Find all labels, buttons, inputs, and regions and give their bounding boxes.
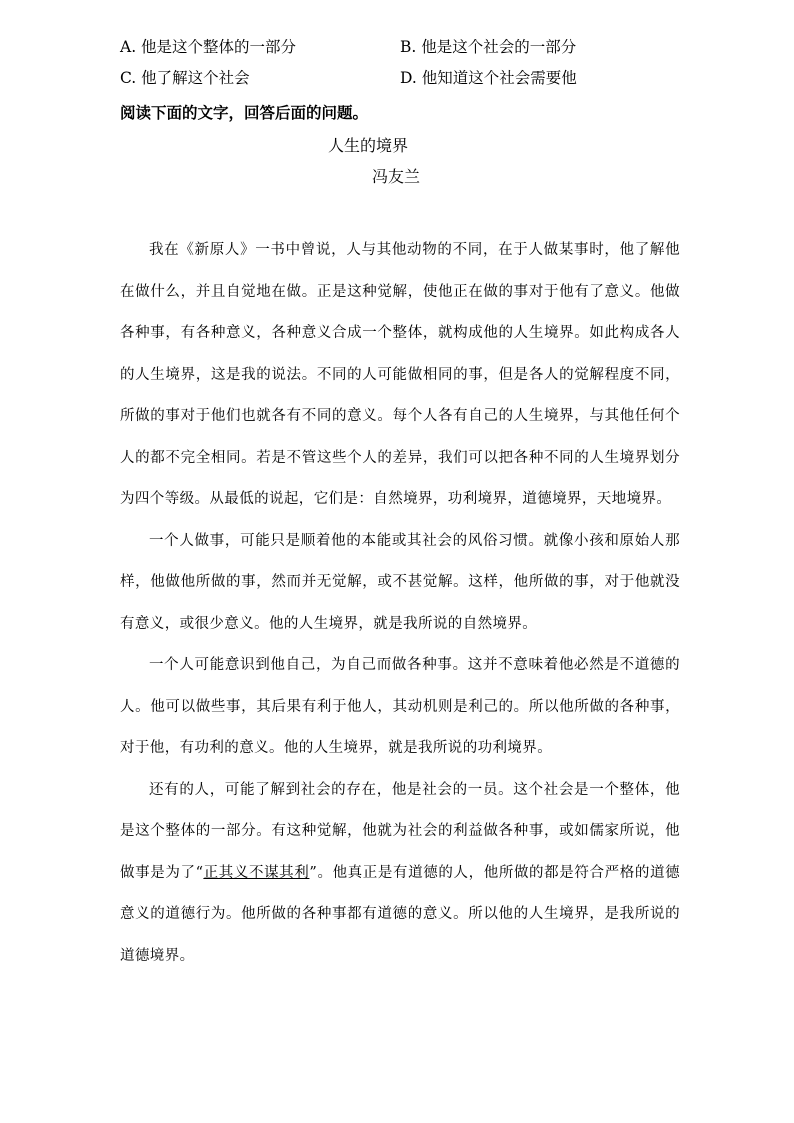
article-title: 人生的境界 [327,136,408,155]
paragraph-4 [120,770,680,978]
option-a: A. 他是这个整体的一部分 [120,38,297,56]
article-author: 冯友兰 [372,167,421,186]
paragraph-1: 我在《新原人》一书中曾说，人与其他动物的不同，在于人做某事时，他了解他在做什么，并且自觉地在做。正是这种觉解，使他正在做的事对于他有了意义。他做各种事，有各种意义，各种意义合成一个整体，就构成他的人生境界。如此构成各人的人生境界，这是我的说法。不同的人可能做相同的事，但是各人的觉解程度不同，所做的事对于他们也就各有不同的意义。每个人各有自己的人生境界，与其他任何个人的都不完全相同。若是不管这些个人的差异，我们可以把各种不同的人生境界划分为四个等级。从最低的说起，它们是：自然境界，功利境界，道德境界，天地境界。 [120,242,680,507]
option-c: C. 他了解这个社会 [120,69,250,87]
option-d: D. 他知道这个社会需要他 [400,69,577,87]
paragraph-4-text-before: 还有的人，可能了解到社会的存在，他是社会的一员。这个社会是一个整体，他是这个整体的一部分。有这种觉解，他就为社会的利益做各种事，或如儒家所说，他做事是为了“ [120,781,680,881]
option-b: B. 他是这个社会的一部分 [400,38,577,56]
article-body [120,230,680,977]
underlined-quote: 正其义不谋其利 [203,864,310,881]
paragraph-4-text-after: ”。他真正是有道德的人，他所做的都是符合严格的道德意义的道德行为。他所做的各种事都有道德的意义。所以他的人生境界，是我所说的道德境界。 [120,864,680,964]
paragraph-2: 一个人做事，可能只是顺着他的本能或其社会的风俗习惯。就像小孩和原始人那样，他做他所做的事，然而并无觉解，或不甚觉解。这样，他所做的事，对于他就没有意义，或很少意义。他的人生境界，就是我所说的自然境界。 [120,532,680,632]
reading-instruction: 阅读下面的文字，回答后面的问题。 [120,104,369,122]
paragraph-3: 一个人可能意识到他自己，为自己而做各种事。这并不意味着他必然是不道德的人。他可以做些事，其后果有利于他人，其动机则是利己的。所以他所做的各种事，对于他，有功利的意义。他的人生境界，就是我所说的功利境界。 [120,657,680,756]
